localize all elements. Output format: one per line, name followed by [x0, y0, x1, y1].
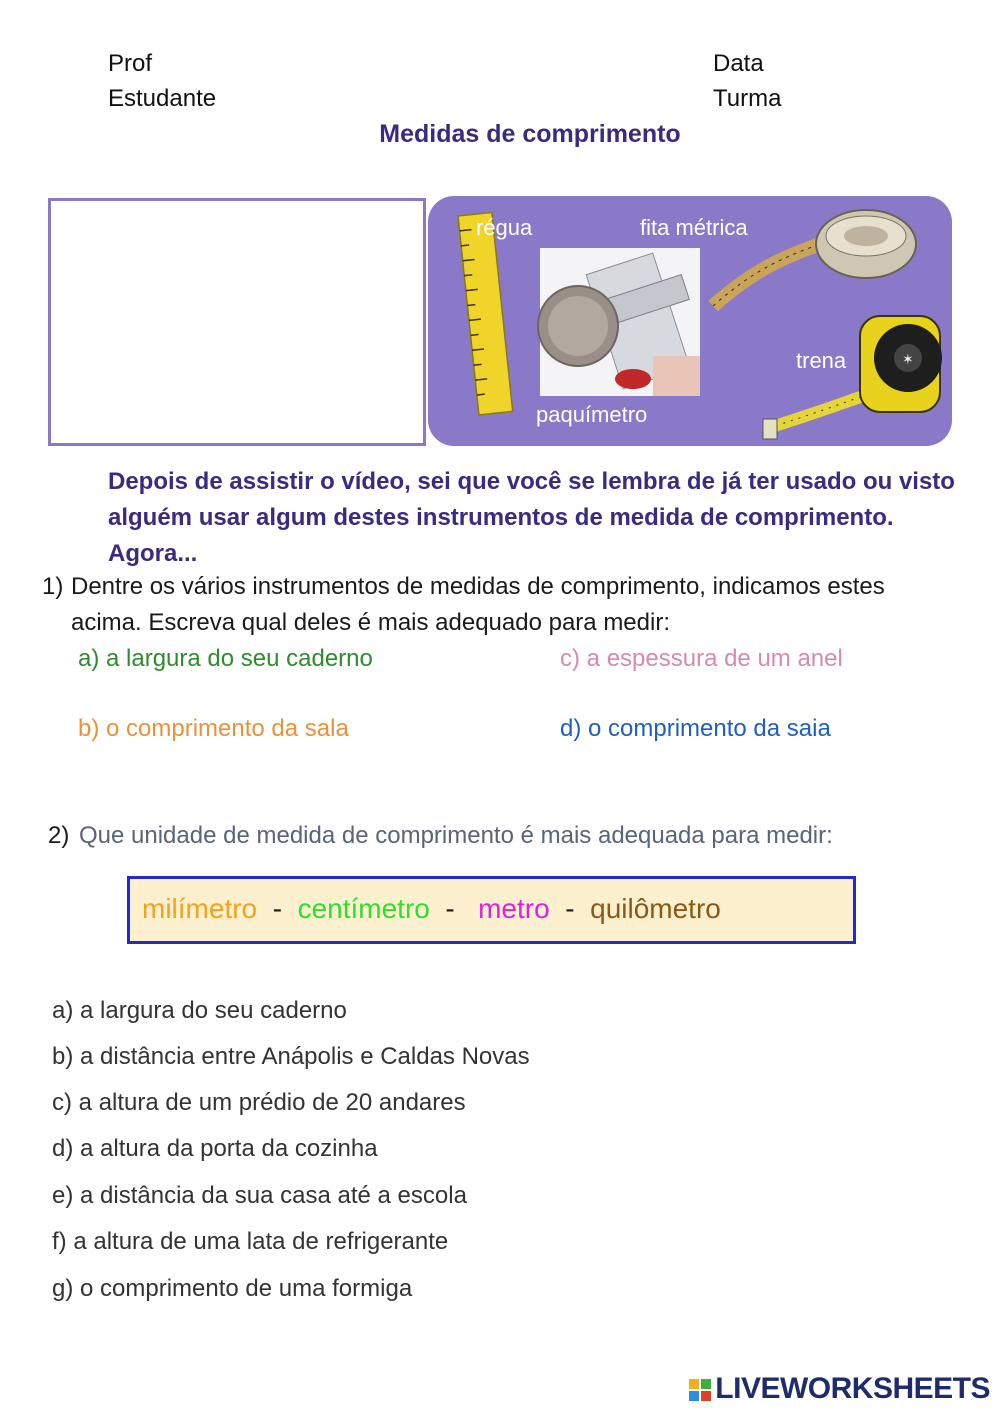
unit-centimeter: centímetro [297, 893, 430, 924]
q1-option-a-text: a largura do seu caderno [106, 645, 373, 672]
q2-item-e [52, 1182, 467, 1210]
page-title: Medidas de comprimento [379, 120, 681, 148]
question2-number: 2) [48, 822, 70, 849]
q2-item-f [52, 1228, 448, 1256]
ruler-label: régua [476, 215, 533, 240]
ruler-icon [458, 212, 513, 414]
q1-option-c-letter: c) [560, 645, 580, 672]
question2-text: Que unidade de medida de comprimento é mais adequada para medir: [79, 822, 833, 849]
units-box [127, 876, 856, 944]
q2-item-letter: a) [52, 997, 74, 1024]
caliper-icon [538, 248, 700, 396]
q2-item-text: a altura de um prédio de 20 andares [78, 1089, 466, 1116]
question1-text: Dentre os vários instrumentos de medidas de comprimento, indicamos estes acima. Escreva qual deles é mais adequado para medir: [71, 573, 885, 636]
q1-option-c-text: a espessura de um anel [586, 645, 843, 672]
unit-meter: metro [478, 893, 550, 924]
q1-option-d-text: o comprimento da saia [588, 715, 831, 742]
q2-item-text: a altura de uma lata de refrigerante [73, 1228, 449, 1255]
prof-label: Prof [108, 50, 153, 77]
question1-number: 1) [42, 573, 64, 600]
video-frame[interactable] [48, 198, 426, 446]
q2-item-letter: c) [52, 1089, 72, 1116]
student-label: Estudante [108, 85, 217, 112]
intro-text: Depois de assistir o vídeo, sei que você se lembra de já ter usado ou visto alguém usar algum destes instrumentos de medida de comprimento. Agora... [108, 468, 955, 567]
logo-squares-icon [689, 1379, 711, 1401]
q2-item-text: a altura da porta da cozinha [80, 1135, 378, 1162]
measuring-tape-icon [763, 316, 942, 439]
class-label: Turma [713, 85, 782, 112]
unit-kilometer: quilômetro [590, 893, 721, 924]
q1-option-a [78, 645, 373, 673]
unit-millimeter: milímetro [142, 893, 258, 924]
tape-measure-label: fita métrica [640, 215, 748, 240]
unit-separator: - [445, 893, 455, 924]
q1-option-b-text: o comprimento da sala [106, 715, 349, 742]
measuring-tape-label: trena [796, 348, 847, 373]
unit-separator: - [565, 893, 575, 924]
q2-item-letter: b) [52, 1043, 74, 1070]
units-row [142, 893, 721, 925]
q2-item-text: o comprimento de uma formiga [80, 1275, 413, 1302]
svg-text:✶: ✶ [902, 352, 914, 368]
q1-option-b [78, 715, 349, 743]
q2-item-letter: d) [52, 1135, 74, 1162]
q2-item-d [52, 1135, 378, 1163]
q2-item-letter: g) [52, 1275, 74, 1302]
q2-item-text: a largura do seu caderno [80, 997, 347, 1024]
q1-option-a-letter: a) [78, 645, 100, 672]
q2-item-text: a distância entre Anápolis e Caldas Novas [80, 1043, 530, 1070]
q2-item-b [52, 1043, 530, 1071]
q1-option-d [560, 715, 831, 743]
q2-item-a [52, 997, 347, 1025]
q2-item-text: a distância da sua casa até a escola [80, 1182, 467, 1209]
q2-item-g [52, 1275, 412, 1303]
q1-option-b-letter: b) [78, 715, 100, 742]
q2-item-letter: f) [52, 1228, 67, 1255]
caliper-label: paquímetro [536, 402, 648, 427]
q1-option-d-letter: d) [560, 715, 582, 742]
instruments-illustration [428, 196, 952, 446]
unit-separator: - [272, 893, 283, 924]
logo-text: LIVEWORKSHEETS [715, 1372, 990, 1405]
date-label: Data [713, 50, 764, 77]
q2-item-c [52, 1089, 466, 1117]
q1-option-c [560, 645, 843, 673]
liveworksheets-logo[interactable] [689, 1372, 990, 1406]
q2-item-letter: e) [52, 1182, 74, 1209]
